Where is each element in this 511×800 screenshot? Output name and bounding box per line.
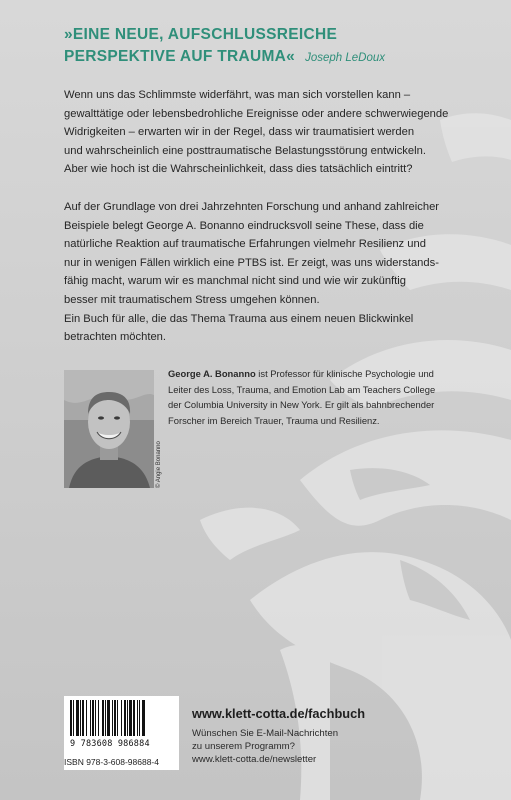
intro-line: Widrigkeiten – erwarten wir in der Regel, dass wir traumatisiert werden — [64, 126, 415, 139]
description-line: besser mit traumatischem Stress umgehen können. — [64, 293, 320, 306]
quote-author: Joseph LeDoux — [305, 52, 386, 64]
description-line: Beispiele belegt George A. Bonanno eindrucksvoll seine These, dass die — [64, 219, 424, 232]
author-portrait-icon — [64, 370, 154, 488]
newsletter-link[interactable]: www.klett-cotta.de/newsletter — [192, 754, 317, 765]
newsletter-line: zu unserem Programm? — [192, 741, 295, 752]
quote-line-2: PERSPEKTIVE AUF TRAUMA« — [64, 48, 296, 65]
description-line: natürliche Reaktion auf traumatische Erfahrungen vielmehr Resilienz und — [64, 238, 426, 251]
description-line: Auf der Grundlage von drei Jahrzehnten Forschung und anhand zahlreicher — [64, 201, 440, 213]
bio-line: Forscher im Bereich Trauer, Trauma und Resilienz. — [168, 414, 380, 426]
bio-line: Leiter des Loss, Trauma, and Emotion Lab am Teachers College — [168, 383, 436, 395]
intro-line: Wenn uns das Schlimmste widerfährt, was man sich vorstellen kann – — [64, 89, 411, 101]
quote-line-1: »EINE NEUE, AUFSCHLUSSREICHE — [64, 26, 338, 43]
description-line: Ein Buch für alle, die das Thema Trauma aus einem neuen Blickwinkel — [64, 312, 414, 325]
intro-line: Aber wie hoch ist die Wahrscheinlichkeit, dass dies tatsächlich eintritt? — [64, 163, 413, 176]
barcode-bars-icon — [64, 696, 179, 738]
intro-line: gewalttätige oder lebensbedrohliche Ereignisse oder andere schwerwiegende — [64, 107, 449, 120]
bio-line-rest: ist Professor für klinische Psychologie und — [255, 368, 434, 379]
bio-line — [168, 366, 488, 382]
intro-paragraph — [64, 86, 484, 179]
description-line: betrachten möchten. — [64, 331, 166, 344]
bio-line: der Columbia University in New York. Er gilt als bahnbrechender — [168, 399, 435, 411]
author-name: George A. Bonanno — [168, 368, 256, 379]
author-photo — [64, 370, 154, 488]
intro-line: und wahrscheinlich eine posttraumatische Belastungsstörung entwickeln. — [64, 144, 426, 157]
description-paragraph — [64, 198, 484, 347]
cover-quote — [64, 24, 484, 69]
newsletter-line: Wünschen Sie E-Mail-Nachrichten — [192, 728, 339, 739]
photo-credit: © Angie Bonanno — [156, 441, 162, 488]
author-bio — [168, 366, 488, 428]
description-line: nur in wenigen Fällen wirklich eine PTBS ist. Er zeigt, was uns widerstands- — [64, 256, 439, 269]
description-line: fähig macht, warum wir es manchmal nicht sind und wie wir zukünftig — [64, 275, 406, 288]
publisher-website-link[interactable]: www.klett-cotta.de/fachbuch — [192, 706, 366, 721]
isbn-number: ISBN 978-3-608-98688-4 — [64, 757, 159, 767]
barcode-digits: 9 783608 986884 — [70, 739, 150, 749]
newsletter-info — [192, 727, 338, 766]
